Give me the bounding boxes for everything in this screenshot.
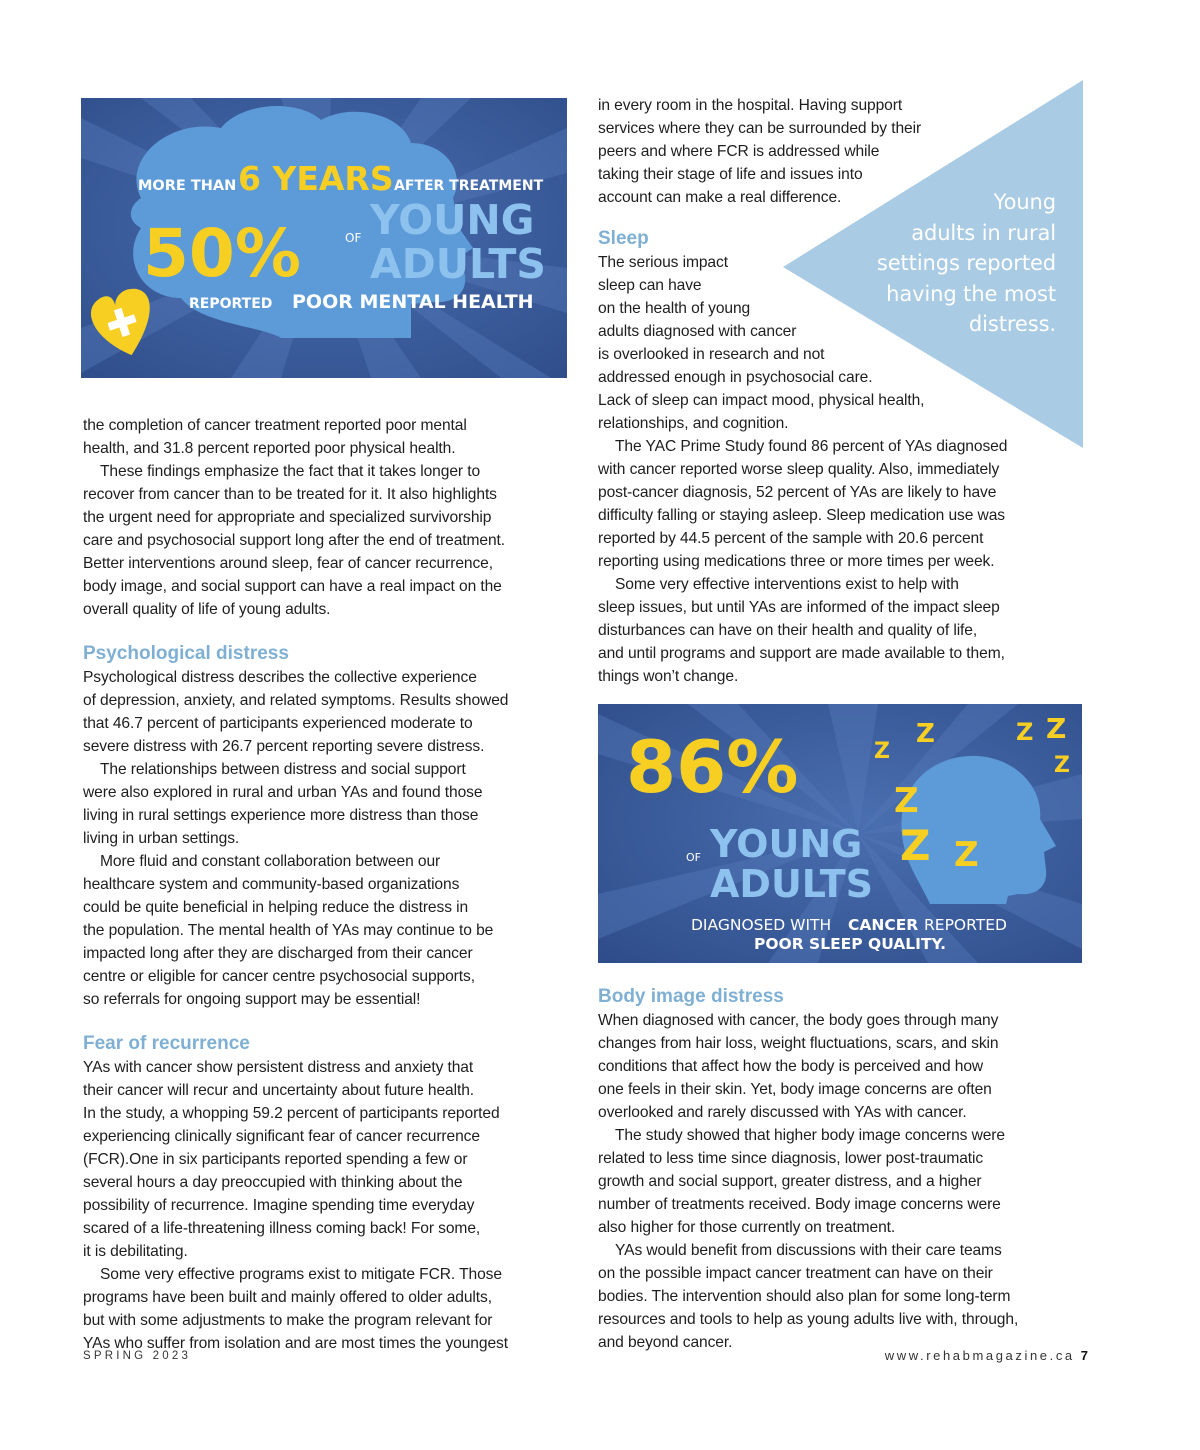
text-line: their cancer will recur and uncertainty about future health. (83, 1082, 474, 1099)
text-line: of depression, anxiety, and related symptoms. Results showed (83, 692, 509, 709)
cancer-text: CANCER (848, 916, 919, 934)
z-letter: Z (1046, 712, 1067, 745)
young-text: YOUNG (710, 822, 863, 866)
z-letter: Z (954, 835, 979, 875)
footer-website (885, 1348, 1088, 1363)
text-line: scared of a life-threatening illness coming back! For some, (83, 1220, 481, 1237)
text-line: the urgent need for appropriate and specialized survivorship (83, 509, 492, 526)
eighty-six-percent-text: 86% (626, 725, 799, 809)
text-line: addressed enough in psychosocial care. (598, 369, 873, 386)
text-line: is overlooked in research and not (598, 346, 825, 363)
text-line: severe distress with 26.7 percent reporting severe distress. (83, 738, 485, 755)
text-line: relationships, and cognition. (598, 415, 789, 432)
text-line: peers and where FCR is addressed while (598, 143, 880, 160)
z-letter: Z (894, 781, 919, 821)
text-line: recover from cancer than to be treated for it. It also highlights (83, 486, 497, 503)
infographic-mental-health (81, 98, 567, 378)
pull-quote-line: distress. (968, 312, 1056, 336)
text-line: When diagnosed with cancer, the body goes through many (598, 1012, 999, 1029)
text-line: reported by 44.5 percent of the sample with 20.6 percent (598, 530, 984, 547)
text-line: (FCR).One in six participants reported spending a few or (83, 1151, 468, 1168)
right-column-sleep (598, 227, 1058, 688)
text-line: related to less time since diagnosis, lower post-traumatic (598, 1150, 984, 1167)
text-line: that 46.7 percent of participants experienced moderate to (83, 715, 473, 732)
text-line: The study showed that higher body image concerns were (615, 1127, 1005, 1144)
fifty-percent-text: 50% (143, 215, 301, 292)
text-line: disturbances can have on their health and quality of life, (598, 622, 978, 639)
text-line: so referrals for ongoing support may be essential! (83, 991, 421, 1008)
text-line: care and psychosocial support long after the end of treatment. (83, 532, 506, 549)
text-line: things won’t change. (598, 668, 739, 685)
text-line: impacted long after they are discharged from their cancer (83, 945, 473, 962)
text-line: conditions that affect how the body is perceived and how (598, 1058, 984, 1075)
text-line: living in urban settings. (83, 830, 240, 847)
text-line: overlooked and rarely discussed with YAs with cancer. (598, 1104, 967, 1121)
text-line: The relationships between distress and social support (100, 761, 466, 778)
young-text: YOUNG (370, 196, 535, 244)
right-column-top (598, 94, 1058, 209)
diagnosed-with-text: DIAGNOSED WITH (691, 916, 832, 934)
poor-sleep-quality-text: POOR SLEEP QUALITY. (754, 935, 947, 953)
text-line: body image, and social support can have a real impact on the (83, 578, 502, 595)
text-line: Some very effective programs exist to mitigate FCR. Those (100, 1266, 502, 1283)
of-text: OF (345, 231, 362, 245)
six-years-text: 6 YEARS (238, 159, 394, 198)
body-image-heading: Body image distress (598, 986, 784, 1007)
left-column (83, 414, 563, 1355)
infographic-sleep-quality (598, 704, 1082, 963)
text-line: sleep issues, but until YAs are informed of the impact sleep (598, 599, 1000, 616)
intro-paragraph (83, 414, 563, 460)
text-line: could be quite beneficial in helping reduce the distress in (83, 899, 469, 916)
page-number: 7 (1080, 1348, 1088, 1363)
text-line: overall quality of life of young adults. (83, 601, 331, 618)
psych-paragraph-3 (83, 850, 563, 1011)
z-letter: Z (874, 739, 890, 764)
text-line: services where they can be surrounded by their (598, 120, 922, 137)
text-line: the completion of cancer treatment reported poor mental (83, 417, 467, 434)
text-line: YAs who suffer from isolation and are most times the youngest (83, 1335, 508, 1352)
sleep-paragraph-3 (598, 573, 1058, 688)
sleep-paragraph-1 (598, 251, 1058, 435)
text-line: Better interventions around sleep, fear of cancer recurrence, (83, 555, 493, 572)
fear-paragraph-2 (83, 1263, 563, 1355)
adults-text: ADULTS (370, 240, 546, 288)
text-line: account can make a real difference. (598, 189, 842, 206)
pull-quote-line: Young (993, 190, 1056, 214)
text-line: In the study, a whopping 59.2 percent of participants reported (83, 1105, 500, 1122)
pull-quote-line: having the most (886, 281, 1056, 306)
text-line: The YAC Prime Study found 86 percent of YAs diagnosed (615, 438, 1008, 455)
text-line: health, and 31.8 percent reported poor physical health. (83, 440, 456, 457)
text-line: Lack of sleep can impact mood, physical health, (598, 392, 925, 409)
text-line: living in rural settings experience more distress than those (83, 807, 479, 824)
text-line: difficulty falling or staying asleep. Sleep medication use was (598, 507, 1005, 524)
website-text: www.rehabmagazine.ca (884, 1348, 1075, 1363)
reported-text: REPORTED (189, 296, 273, 312)
text-line: healthcare system and community-based organizations (83, 876, 460, 893)
text-line: growth and social support, greater distress, and a higher (598, 1173, 982, 1190)
text-line: YAs would benefit from discussions with their care teams (615, 1242, 1002, 1259)
text-line: resources and tools to help as young adults live with, through, (598, 1311, 1019, 1328)
text-line: and until programs and support are made available to them, (598, 645, 1005, 662)
text-line: but with some adjustments to make the program relevant for (83, 1312, 493, 1329)
text-line: taking their stage of life and issues into (598, 166, 863, 183)
text-line: centre or eligible for cancer centre psychosocial supports, (83, 968, 475, 985)
body-paragraph-1 (598, 1009, 1068, 1124)
text-line: on the possible impact cancer treatment can have on their (598, 1265, 993, 1282)
text-line: also higher for those currently on treatment. (598, 1219, 896, 1236)
fear-paragraph-1 (83, 1056, 563, 1263)
text-line: changes from hair loss, weight fluctuations, scars, and skin (598, 1035, 999, 1052)
footer-issue: SPRING 2023 (83, 1350, 192, 1362)
text-line: YAs with cancer show persistent distress and anxiety that (83, 1059, 474, 1076)
text-line: These findings emphasize the fact that it takes longer to (100, 463, 481, 480)
text-line: adults diagnosed with cancer (598, 323, 797, 340)
text-line: Some very effective interventions exist to help with (615, 576, 959, 593)
text-line: possibility of recurrence. Imagine spending time everyday (83, 1197, 475, 1214)
text-line: More fluid and constant collaboration between our (100, 853, 441, 870)
z-letter: Z (1016, 718, 1034, 746)
sleep-heading: Sleep (598, 228, 649, 249)
more-than-text: MORE THAN (138, 178, 237, 194)
pull-quote-line: settings reported (876, 251, 1056, 275)
text-line: reporting using medications three or more times per week. (598, 553, 995, 570)
pull-quote-line: adults in rural (911, 220, 1056, 245)
text-line: on the health of young (598, 300, 751, 317)
text-line: programs have been built and mainly offered to older adults, (83, 1289, 492, 1306)
reported-text: REPORTED (924, 916, 1007, 934)
fear-of-recurrence-heading: Fear of recurrence (83, 1033, 250, 1054)
sleep-paragraph-2 (598, 435, 1058, 573)
text-line: The serious impact (598, 254, 728, 271)
text-line: and beyond cancer. (598, 1334, 733, 1351)
after-treatment-text: AFTER TREATMENT (394, 178, 544, 194)
text-line: sleep can have (598, 277, 702, 294)
z-letter: Z (1054, 753, 1070, 778)
poor-mental-health-text: POOR MENTAL HEALTH (292, 291, 534, 313)
psych-paragraph-1 (83, 666, 563, 758)
text-line: experiencing clinically significant fear of cancer recurrence (83, 1128, 480, 1145)
adults-text: ADULTS (710, 862, 874, 906)
text-line: post-cancer diagnosis, 52 percent of YAs are likely to have (598, 484, 997, 501)
z-letter: Z (916, 719, 935, 749)
text-line: one feels in their skin. Yet, body image concerns are often (598, 1081, 992, 1098)
text-line: Psychological distress describes the collective experience (83, 669, 477, 686)
text-line: bodies. The intervention should also plan for some long-term (598, 1288, 1011, 1305)
psychological-distress-heading: Psychological distress (83, 643, 289, 664)
psych-paragraph-2 (83, 758, 563, 850)
text-line: several hours a day preoccupied with thinking about the (83, 1174, 463, 1191)
text-line: number of treatments received. Body image concerns were (598, 1196, 1001, 1213)
z-letter: Z (900, 821, 931, 870)
text-line: in every room in the hospital. Having support (598, 97, 903, 114)
text-line: were also explored in rural and urban YAs and found those (83, 784, 483, 801)
text-line: it is debilitating. (83, 1243, 188, 1260)
right-column-body-image (598, 985, 1068, 1354)
body-paragraph-2 (598, 1124, 1068, 1239)
text-line: with cancer reported worse sleep quality. Also, immediately (598, 461, 1000, 478)
text-line: the population. The mental health of YAs may continue to be (83, 922, 494, 939)
body-paragraph-3 (598, 1239, 1068, 1354)
hospital-paragraph (598, 94, 1058, 209)
findings-paragraph (83, 460, 563, 621)
of-text: OF (686, 851, 701, 864)
